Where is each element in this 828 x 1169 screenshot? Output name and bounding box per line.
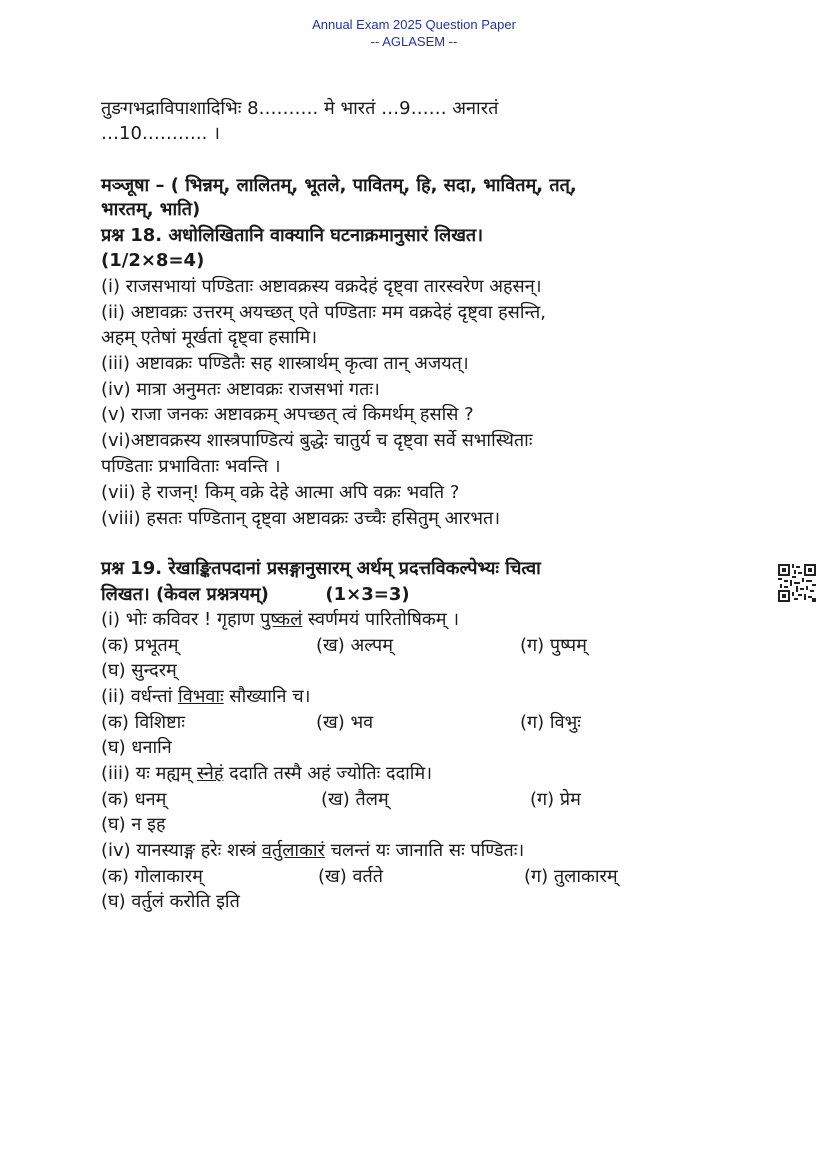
option-ga: (ग) विभुः bbox=[520, 712, 581, 733]
q18-item: पण्डिताः प्रभाविताः भवन्ति । bbox=[101, 456, 281, 477]
option-ga: (ग) तुलाकारम् bbox=[524, 866, 618, 887]
q19-marks: (1×3=3) bbox=[325, 584, 410, 605]
q18-item: (vi)अष्टावक्रस्य शास्त्रपाण्डित्यं बुद्धेः चातुर्य च दृष्ट्वा सर्वे सभास्थिताः bbox=[101, 430, 533, 451]
option-ka: (क) धनम् bbox=[101, 789, 167, 810]
option-kha: (ख) अल्पम् bbox=[316, 635, 393, 656]
option-ka: (क) विशिष्टाः bbox=[101, 712, 185, 733]
question-text: (ii) वर्धन्तां bbox=[101, 686, 179, 707]
option-kha: (ख) भव bbox=[316, 712, 374, 733]
option-gha: (घ) धनानि bbox=[101, 737, 172, 758]
header-title: Annual Exam 2025 Question Paper bbox=[312, 17, 516, 32]
q18-item: (iv) मात्रा अनुमतः अष्टावक्रः राजसभां गतः। bbox=[101, 379, 380, 400]
option-ka: (क) गोलाकारम् bbox=[101, 866, 203, 887]
manjusha-line-1: मञ्जूषा – ( भिन्नम्, लालितम्, भूतले, पावितम्, हि, सदा, भावितम्, तत्, bbox=[101, 175, 577, 196]
option-gha: (घ) सुन्दरम् bbox=[101, 660, 177, 681]
passage-line-2: …10……….. । bbox=[101, 123, 220, 144]
option-ka: (क) प्रभूतम् bbox=[101, 635, 179, 656]
underlined-word: पुष्कलं bbox=[260, 609, 303, 630]
option-gha: (घ) न इह bbox=[101, 814, 166, 835]
underlined-word: वर्तुलाकारं bbox=[261, 840, 325, 861]
passage-line-1: तुङगभद्राविपाशादिभिः 8………. मे भारतं …9…… अनारतं bbox=[101, 98, 499, 119]
question-text: (i) भोः कविवर ! गृहाण bbox=[101, 609, 261, 630]
underlined-word: स्नेहं bbox=[196, 763, 224, 784]
q19-title-text: लिखत। (केवल प्रश्नत्रयम्) bbox=[101, 584, 269, 605]
q18-item: (iii) अष्टावक्रः पण्डितैः सह शास्त्रार्थम् कृत्वा तान् अजयत्। bbox=[101, 353, 469, 374]
question-text: ददाति तस्मै अहं ज्योतिः ददामि। bbox=[223, 763, 433, 784]
q18-item: (vii) हे राजन्! किम् वक्रे देहे आत्मा अपि वक्रः भवति ? bbox=[101, 482, 460, 503]
q18-item: (viii) हसतः पण्डितान् दृष्ट्वा अष्टावक्रः उच्चैः हसितुम् आरभत। bbox=[101, 508, 501, 529]
q19-question bbox=[101, 608, 459, 632]
q18-title: प्रश्न 18. अधोलिखितानि वाक्यानि घटनाक्रमानुसारं लिखत। bbox=[101, 225, 484, 246]
q19-title-1: प्रश्न 19. रेखाङ्कितपदानां प्रसङ्गानुसारम् अर्थम् प्रदत्तविकल्पेभ्यः चित्वा bbox=[101, 558, 541, 579]
q19-question bbox=[101, 762, 432, 786]
q18-item: (v) राजा जनकः अष्टावक्रम् अपच्छत् त्वं किमर्थम् हससि ? bbox=[101, 404, 474, 425]
option-kha: (ख) वर्तते bbox=[318, 866, 384, 887]
question-text: स्वर्णमयं पारितोषिकम् । bbox=[302, 609, 460, 630]
q18-item: (ii) अष्टावक्रः उत्तरम् अयच्छत् एते पण्डिताः मम वक्रदेहं दृष्ट्वा हसन्ति, bbox=[101, 302, 547, 323]
underlined-word: विभवाः bbox=[178, 686, 224, 707]
option-gha: (घ) वर्तुलं करोति इति bbox=[101, 891, 240, 912]
q19-question bbox=[101, 839, 524, 863]
q18-item: अहम् एतेषां मूर्खतां दृष्ट्वा हसामि। bbox=[101, 327, 318, 348]
qr-code-icon bbox=[778, 564, 816, 602]
option-kha: (ख) तैलम् bbox=[321, 789, 389, 810]
q18-item: (i) राजसभायां पण्डिताः अष्टावक्रस्य वक्रदेहं दृष्ट्वा तारस्वरेण अहसन्। bbox=[101, 276, 542, 297]
q18-marks: (1/2×8=4) bbox=[101, 250, 205, 271]
q19-title-2 bbox=[101, 583, 410, 607]
question-text: (iii) यः मह्यम् bbox=[101, 763, 197, 784]
question-text: सौख्यानि च। bbox=[223, 686, 311, 707]
manjusha-line-2: भारतम्, भाति) bbox=[101, 199, 201, 220]
q19-question bbox=[101, 685, 311, 709]
option-ga: (ग) प्रेम bbox=[530, 789, 581, 810]
option-ga: (ग) पुष्पम् bbox=[520, 635, 587, 656]
header-site: -- AGLASEM -- bbox=[370, 34, 458, 49]
question-text: (iv) यानस्याङ्ग हरेः शस्त्रं bbox=[101, 840, 262, 861]
question-text: चलन्तं यः जानाति सः पण्डितः। bbox=[324, 840, 525, 861]
